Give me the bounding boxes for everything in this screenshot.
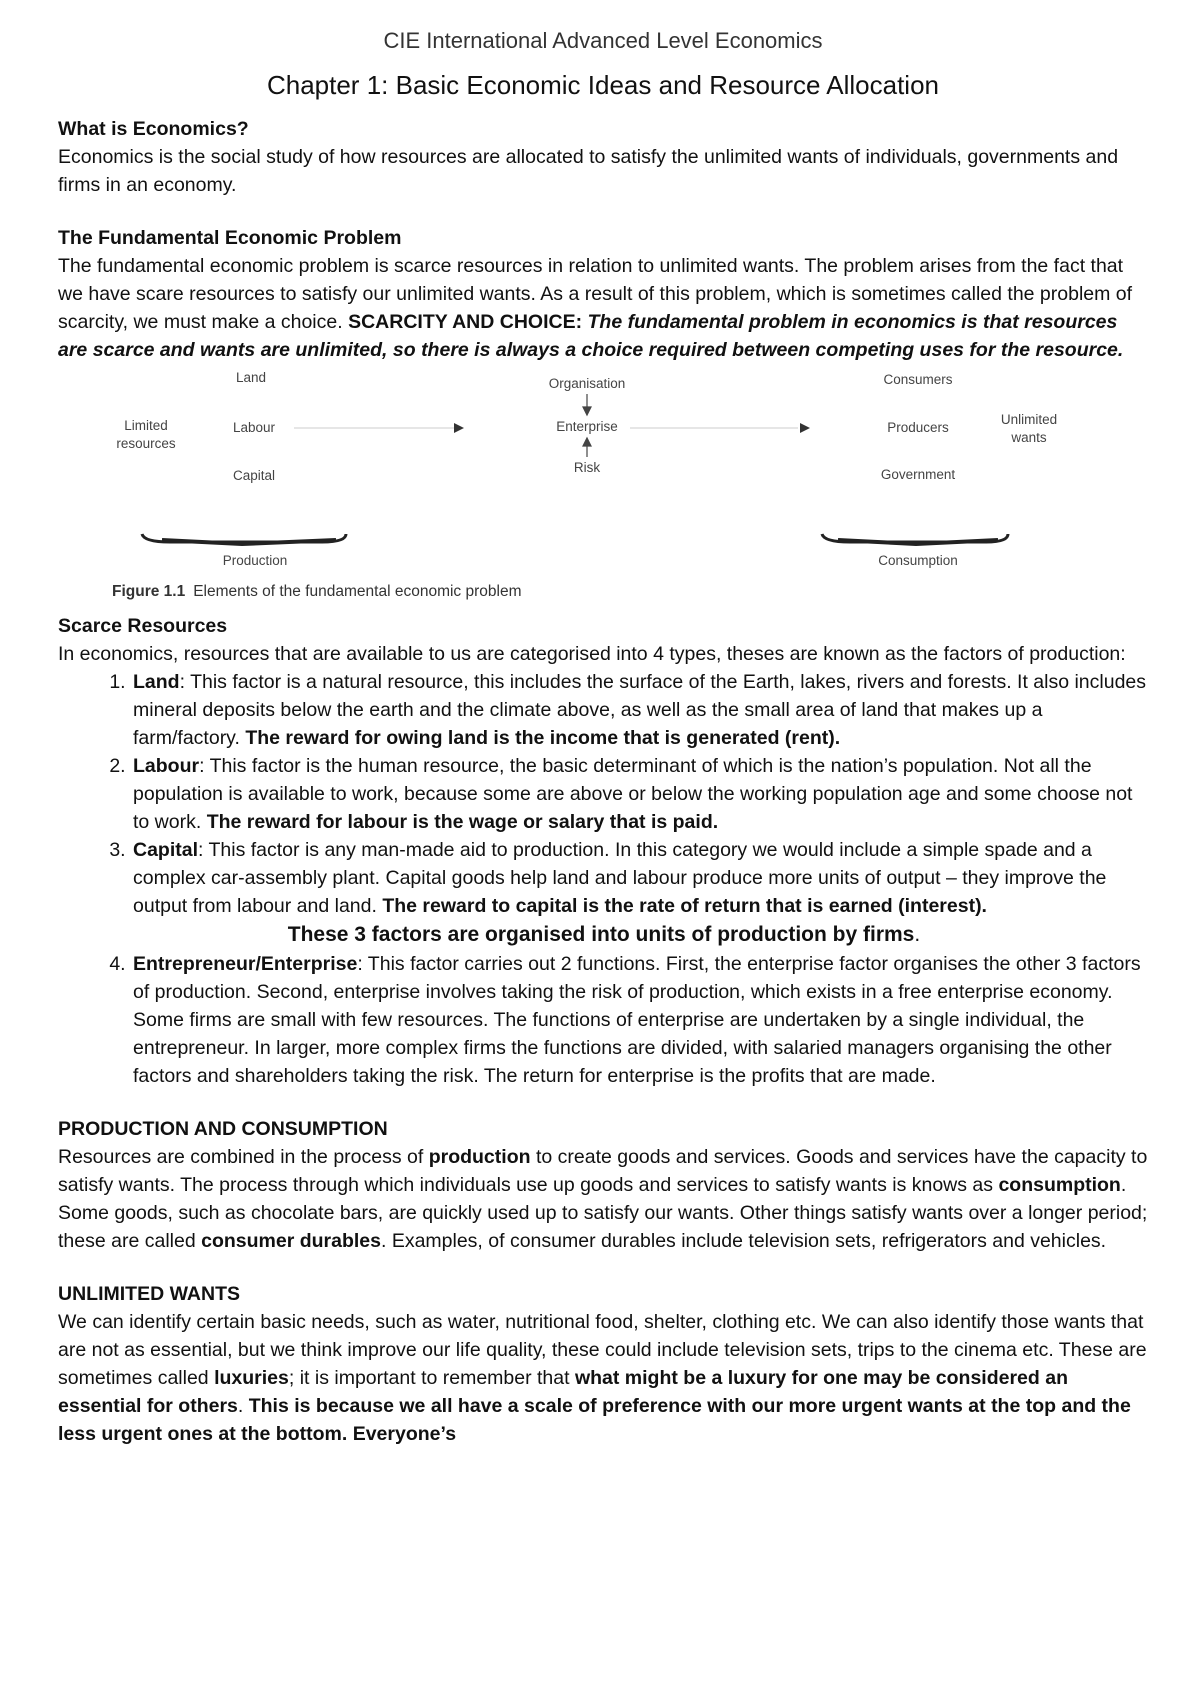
running-header: CIE International Advanced Level Economics xyxy=(383,28,823,53)
enterprise-label: Enterprise xyxy=(556,419,618,434)
list-item-land xyxy=(131,668,1148,752)
fundamental-problem-heading: The Fundamental Economic Problem xyxy=(58,227,402,249)
organisation-arrowhead xyxy=(583,407,591,415)
unlimited-wants-heading: UNLIMITED WANTS xyxy=(58,1283,240,1305)
consumption-term: consumption xyxy=(998,1174,1121,1196)
scale-of-preference-statement: This is because we all have a scale of preference with our more urgent wants at the top and the less urgent ones at the bottom. Everyone’s xyxy=(58,1395,1131,1445)
figure-caption-text: Elements of the fundamental economic problem xyxy=(193,583,522,600)
arrowhead-left xyxy=(454,423,464,433)
factors-of-production-list xyxy=(58,668,1148,1090)
luxury-essential-statement: what might be a luxury for one may be considered an essential for others xyxy=(58,1367,1068,1417)
risk-label: Risk xyxy=(573,460,601,475)
scarce-resources-intro: In economics, resources that are available to us are categorised into 4 types, theses are known as the factors of production: xyxy=(58,643,1126,665)
scarcity-choice-statement: The fundamental problem in economics is that resources are scarce and wants are unlimited, so there is always a choice required between competing uses for the resource. xyxy=(58,311,1124,361)
what-is-economics-heading: What is Economics? xyxy=(58,118,249,140)
chapter-title: Chapter 1: Basic Economic Ideas and Resource Allocation xyxy=(266,70,940,100)
document-page xyxy=(58,28,1148,1448)
capital-label: Capital xyxy=(232,468,276,483)
fundamental-problem-body xyxy=(58,252,1148,364)
enterprise-description: : This factor carries out 2 functions. First, the enterprise factor organises the other 3 factors of production. Second, enterprise involves taking the risk of production, which exists in a free enterprise economy. Some firms are small with few resources. The functions of enterprise are undertaken by a single individual, the entrepreneur. In larger, more complex firms the functions are divided, with salaried managers organising the other factors and shareholders taking the risk. The return for enterprise is the profits that are made. xyxy=(133,953,1141,1087)
figure-caption-label: Figure 1.1 xyxy=(112,583,186,600)
spacer xyxy=(58,1090,1148,1115)
list-item-enterprise xyxy=(131,950,1148,1090)
wants-text-3: . xyxy=(237,1395,249,1417)
consumption-label: Consumption xyxy=(878,553,958,568)
production-term: production xyxy=(428,1146,531,1168)
fundamental-problem-diagram xyxy=(58,364,1148,612)
unlimited-wants-line-1: Unlimited xyxy=(1000,412,1058,427)
organisation-label: Organisation xyxy=(548,376,626,391)
firms-note-period: . xyxy=(914,923,921,946)
capital-term: Capital xyxy=(133,839,199,861)
land-term: Land xyxy=(133,671,180,693)
scarce-resources-heading: Scarce Resources xyxy=(58,615,228,637)
firms-note xyxy=(60,920,1148,950)
wants-text-1: We can identify certain basic needs, such as water, nutritional food, shelter, clothing etc. We can also identify those wants that are not as essential, but we think improve our life quality, these could include television sets, trips to the cinema etc. These are sometimes called xyxy=(58,1311,1147,1389)
production-text-3: . Some goods, such as chocolate bars, are quickly used up to satisfy our wants. Other things satisfy wants over a longer period; these are called xyxy=(58,1174,1148,1252)
enterprise-term: Entrepreneur/Enterprise xyxy=(133,953,358,975)
limited-resources-line-2: resources xyxy=(116,436,176,451)
figure-1-1 xyxy=(58,364,1148,612)
arrowhead-right xyxy=(800,423,810,433)
unlimited-wants-body xyxy=(58,1308,1148,1448)
government-label: Government xyxy=(880,467,956,482)
limited-resources-line-1: Limited xyxy=(124,418,168,433)
unlimited-wants-line-2: wants xyxy=(1011,430,1047,445)
land-description: : This factor is a natural resource, this includes the surface of the Earth, lakes, rivers and forests. It also includes mineral deposits below the earth and the climate above, as well as the small area of land that makes up a farm/factory. xyxy=(133,671,1147,749)
risk-arrowhead xyxy=(583,438,591,446)
production-text-2: to create goods and services. Goods and services have the capacity to satisfy wants. The process through which individuals use up goods and services to satisfy wants is knows as xyxy=(58,1146,1148,1196)
scarcity-choice-label: SCARCITY AND CHOICE: xyxy=(348,311,588,333)
land-label: Land xyxy=(235,370,267,385)
production-consumption-body xyxy=(58,1143,1148,1255)
figure-caption xyxy=(112,583,521,600)
production-text-1: Resources are combined in the process of xyxy=(58,1146,429,1168)
capital-reward: The reward to capital is the rate of return that is earned (interest). xyxy=(382,895,987,917)
consumer-durables-term: consumer durables xyxy=(201,1230,381,1252)
wants-text-2: ; it is important to remember that xyxy=(288,1367,575,1389)
list-item-labour xyxy=(131,752,1148,836)
labour-reward: The reward for labour is the wage or salary that is paid. xyxy=(206,811,719,833)
fundamental-problem-text: The fundamental economic problem is scarce resources in relation to unlimited wants. The problem arises from the fact that we have scare resources to satisfy our unlimited wants. As a result of this problem, which is sometimes called the problem of scarcity, we must make a choice. xyxy=(58,255,1133,333)
consumers-label: Consumers xyxy=(883,372,953,387)
land-reward: The reward for owing land is the income that is generated (rent). xyxy=(245,727,841,749)
producers-label: Producers xyxy=(887,420,949,435)
capital-description: : This factor is any man-made aid to production. In this category we would include a simple spade and a complex car-assembly plant. Capital goods help land and labour produce more units of output – they improve the output from labour and land. xyxy=(133,839,1107,917)
labour-label: Labour xyxy=(232,420,276,435)
what-is-economics-body: Economics is the social study of how resources are allocated to satisfy the unlimited wants of individuals, governments and firms in an economy. xyxy=(58,146,1119,196)
labour-description: : This factor is the human resource, the basic determinant of which is the nation’s population. Not all the population is available to work, because some are above or below the working population age and some choose not to work. xyxy=(133,755,1133,833)
list-item-capital xyxy=(131,836,1148,950)
production-consumption-heading: PRODUCTION AND CONSUMPTION xyxy=(58,1118,388,1140)
production-text-4: . Examples, of consumer durables include television sets, refrigerators and vehicles. xyxy=(380,1230,1107,1252)
firms-note-text: These 3 factors are organised into units of production by firms xyxy=(287,923,915,946)
labour-term: Labour xyxy=(133,755,200,777)
production-label: Production xyxy=(222,553,288,568)
spacer xyxy=(58,1255,1148,1280)
luxuries-term: luxuries xyxy=(214,1367,289,1389)
spacer xyxy=(58,199,1148,224)
